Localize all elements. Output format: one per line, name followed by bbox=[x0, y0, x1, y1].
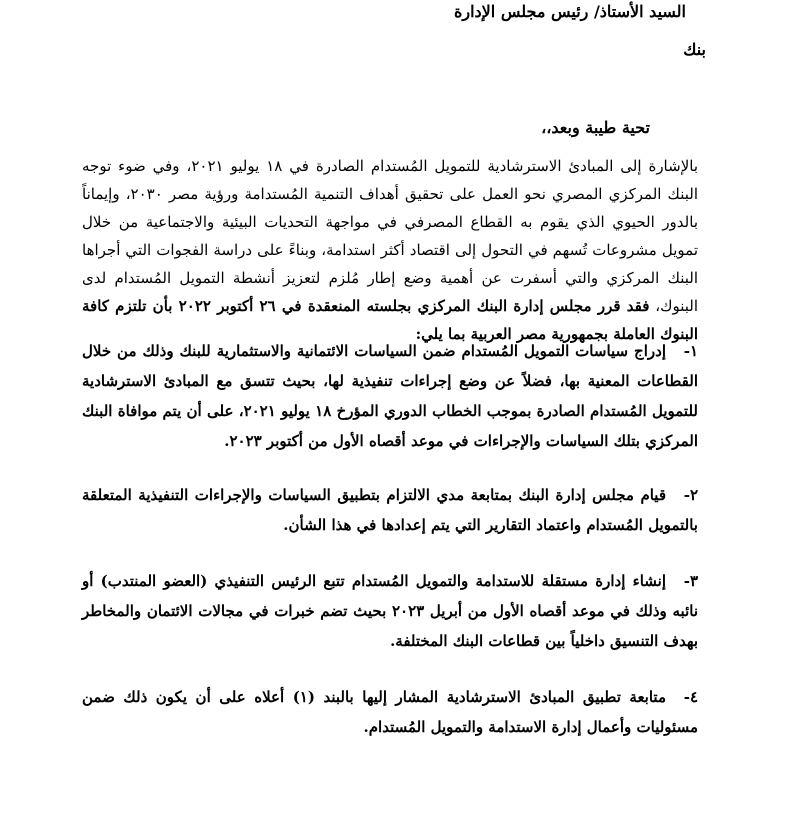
greeting: تحية طيبة وبعد،، bbox=[541, 118, 650, 137]
item-number: ٣- bbox=[683, 572, 698, 590]
list-item bbox=[82, 682, 698, 742]
item-number: ٤- bbox=[683, 688, 698, 706]
item-number: ٢- bbox=[683, 486, 698, 504]
intro-regular-text: بالإشارة إلى المبادئ الاسترشادية للتمويل المُستدام الصادرة في ١٨ يوليو ٢٠٢١، وفي ضوء توجه البنك المركزي المصري نحو العمل على تحقيق أهداف التنمية المُستدامة ورؤية مصر ٢٠٣٠، وإيماناً بالدور الحيوي الذي يقوم به القطاع المصرفي في مواجهة التحديات البيئية والاجتماعية من خلال تمويل مشروعات تُسهم في التحول إلى اقتصاد أكثر استدامة، وبناءً على دراسة الفجوات التي أجراها البنك المركزي والتي أسفرت عن أهمية وضع إطار مُلزم لتعزيز أنشطة التمويل المُستدام لدى البنوك، bbox=[82, 157, 698, 315]
item-text: إنشاء إدارة مستقلة للاستدامة والتمويل المُستدام تتبع الرئيس التنفيذي (العضو المنتدب) أو نائبه وذلك في موعد أقصاه الأول من أبريل ٢٠٢٣ بحيث تضم خبرات في مجالات الائتمان والمخاطر بهدف التنسيق داخلياً بين قطاعات البنك المختلفة. bbox=[82, 572, 698, 650]
item-text: قيام مجلس إدارة البنك بمتابعة مدي الالتزام بتطبيق السياسات والإجراءات التنفيذية المتعلقة بالتمويل المُستدام واعتماد التقارير التي يتم إعدادها في هذا الشأن. bbox=[82, 486, 698, 534]
intro-bold-text: فقد قرر مجلس إدارة البنك المركزي بجلسته المنعقدة في ٢٦ أكتوبر ٢٠٢٢ بأن تلتزم كافة البنوك العاملة بجمهورية مصر العربية بما يلي: bbox=[82, 297, 698, 343]
addressee-line: السيد الأستاذ/ رئيس مجلس الإدارة bbox=[454, 2, 686, 21]
bank-name: بنك bbox=[683, 40, 706, 59]
item-number: ١- bbox=[683, 342, 698, 360]
intro-paragraph bbox=[82, 152, 698, 348]
item-text: متابعة تطبيق المبادئ الاسترشادية المشار إليها بالبند (١) أعلاه على أن يكون ذلك ضمن مسئوليات وأعمال إدارة الاستدامة والتمويل المُستدام. bbox=[82, 688, 698, 736]
list-item bbox=[82, 336, 698, 456]
list-item bbox=[82, 480, 698, 540]
item-text: إدراج سياسات التمويل المُستدام ضمن السياسات الائتمانية والاستثمارية للبنك وذلك من خلال القطاعات المعنية بها، فضلاً عن وضع إجراءات تنفيذية لها، بحيث تتسق مع المبادئ الاسترشادية للتمويل المُستدام الصادرة بموجب الخطاب الدوري المؤرخ ١٨ يوليو ٢٠٢١، على أن يتم موافاة البنك المركزي بتلك السياسات والإجراءات في موعد أقصاه الأول من أكتوبر ٢٠٢٣. bbox=[82, 342, 698, 450]
list-item bbox=[82, 566, 698, 656]
